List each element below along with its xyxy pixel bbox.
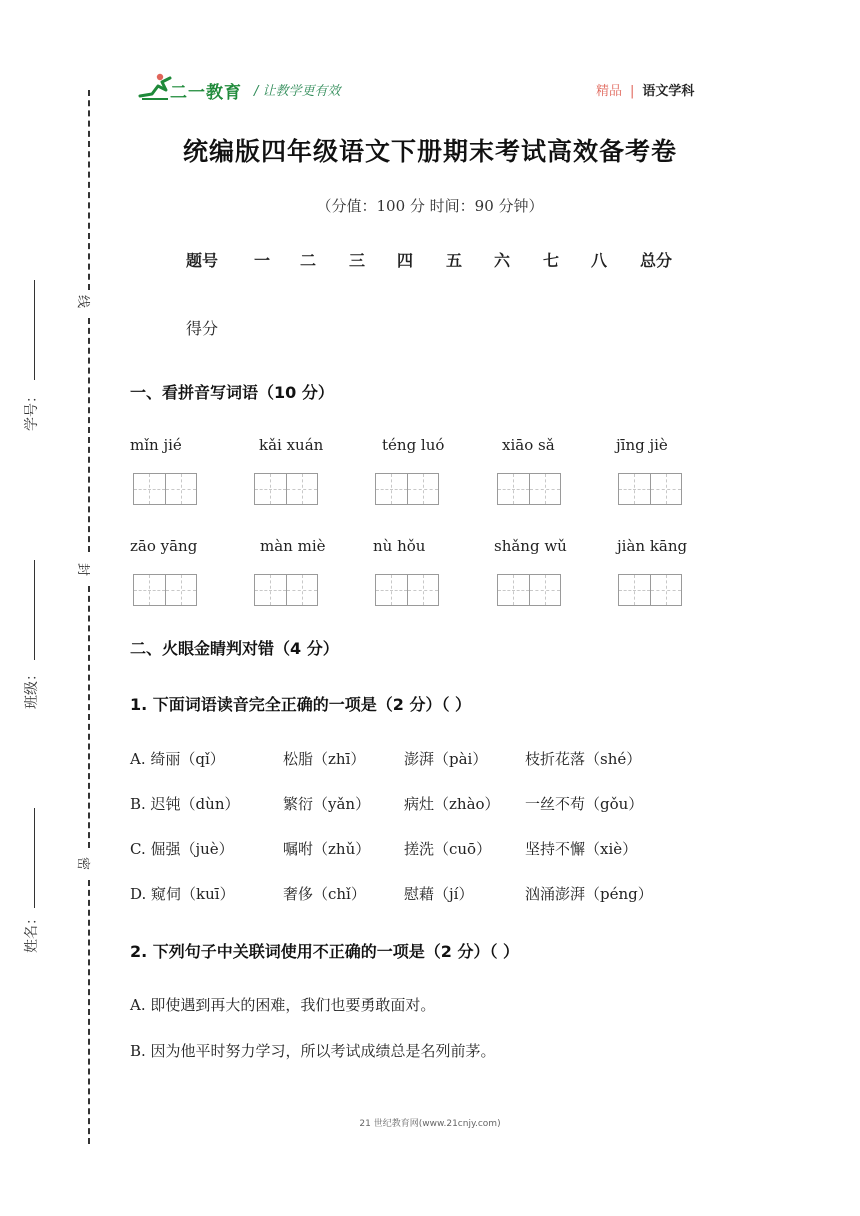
class-label: 班级：	[24, 667, 40, 709]
pinyin-label: shǎng wǔ	[494, 537, 567, 555]
name-line	[34, 808, 35, 908]
binding-dash-line-3	[88, 586, 90, 848]
score-header-cell: 一	[254, 251, 271, 270]
q1-option-c-word-4: 坚持不懈（xiè）	[525, 840, 638, 858]
name-label: 姓名：	[24, 911, 40, 953]
class-line	[34, 560, 35, 660]
q1-option-a-word-3: 澎湃（pài）	[404, 750, 488, 768]
binding-char-feng: 封	[75, 562, 91, 577]
q1-option-c-word-2: 嘱咐（zhǔ）	[283, 840, 371, 858]
q1-option-c-word-3: 搓洗（cuō）	[404, 840, 492, 858]
binding-dash-line-1	[88, 90, 90, 290]
q1-option-b-word-3: 病灶（zhào）	[404, 795, 500, 813]
q1-option-a-word-2: 松脂（zhī）	[283, 750, 366, 768]
score-header-cell: 七	[543, 251, 560, 270]
score-header-cell: 四	[397, 251, 414, 270]
q1-option-a-word-4: 枝折花落（shé）	[525, 750, 642, 768]
writing-grid[interactable]	[618, 574, 682, 606]
writing-grid[interactable]	[133, 574, 197, 606]
header-separator: |	[630, 84, 635, 99]
score-header-cell: 八	[591, 251, 608, 270]
section2-title: 二、火眼金睛判对错（4 分）	[130, 639, 339, 658]
score-header-cell: 六	[494, 251, 511, 270]
writing-grid[interactable]	[497, 574, 561, 606]
q1-option-b-word-2: 繁衍（yǎn）	[283, 795, 371, 813]
pinyin-label: zāo yāng	[130, 537, 198, 555]
section1-title: 一、看拼音写词语（10 分）	[130, 383, 334, 402]
q1-option-b-word-1: B. 迟钝（dùn）	[130, 795, 240, 813]
writing-grid[interactable]	[618, 473, 682, 505]
pinyin-label: jīng jiè	[616, 436, 668, 454]
q1-option-d-word-3: 慰藉（jí）	[404, 885, 474, 903]
writing-grid[interactable]	[375, 473, 439, 505]
logo-text: 二一教育	[170, 83, 242, 103]
subject-tag: 语文学科	[642, 84, 695, 99]
score-row-label: 得分	[186, 319, 219, 338]
pinyin-label: xiāo sǎ	[502, 436, 555, 454]
writing-grid[interactable]	[254, 473, 318, 505]
question-1-text: 1. 下面词语读音完全正确的一项是（2 分）（ ）	[130, 695, 472, 714]
binding-dash-line-2	[88, 318, 90, 552]
writing-grid[interactable]	[133, 473, 197, 505]
q2-option-b: B. 因为他平时努力学习，所以考试成绩总是名列前茅。	[130, 1042, 496, 1060]
q1-option-b-word-4: 一丝不苟（gǒu）	[525, 795, 644, 813]
question-2-text: 2. 下列句子中关联词使用不正确的一项是（2 分）（ ）	[130, 942, 520, 961]
score-header-cell: 题号	[186, 251, 219, 270]
q1-option-d-word-2: 奢侈（chǐ）	[283, 885, 366, 903]
q1-option-c-word-1: C. 倔强（juè）	[130, 840, 234, 858]
q1-option-a-word-1: A. 绮丽（qǐ）	[130, 750, 225, 768]
pinyin-label: mǐn jié	[130, 436, 182, 454]
pinyin-label: màn miè	[260, 537, 326, 555]
score-header-cell: 五	[446, 251, 463, 270]
page-subtitle: （分值：100 分 时间：90 分钟）	[316, 197, 544, 215]
slogan: / 让教学更有效	[254, 84, 341, 99]
score-header-cell: 二	[300, 251, 317, 270]
header-right	[596, 80, 694, 99]
pinyin-label: téng luó	[382, 436, 445, 454]
student-id-label: 学号：	[24, 389, 40, 431]
student-id-line	[34, 280, 35, 380]
q2-option-a: A. 即使遇到再大的困难，我们也要勇敢面对。	[130, 996, 436, 1014]
writing-grid[interactable]	[497, 473, 561, 505]
quality-tag: 精品	[596, 84, 623, 99]
page-footer: 21 世纪教育网(www.21cnjy.com)	[359, 1119, 501, 1129]
pinyin-label: kǎi xuán	[259, 436, 324, 454]
page-title: 统编版四年级语文下册期末考试高效备考卷	[182, 137, 677, 166]
binding-dash-line-4	[88, 880, 90, 1144]
writing-grid[interactable]	[254, 574, 318, 606]
writing-grid[interactable]	[375, 574, 439, 606]
score-header-cell: 三	[349, 251, 366, 270]
binding-char-mi: 密	[75, 856, 91, 871]
q1-option-d-word-4: 汹涌澎湃（péng）	[525, 885, 653, 903]
pinyin-label: jiàn kāng	[617, 537, 688, 555]
q1-option-d-word-1: D. 窥伺（kuī）	[130, 885, 235, 903]
binding-char-xian: 线	[75, 294, 91, 309]
score-header-cell: 总分	[640, 251, 673, 270]
pinyin-label: nù hǒu	[373, 537, 426, 555]
